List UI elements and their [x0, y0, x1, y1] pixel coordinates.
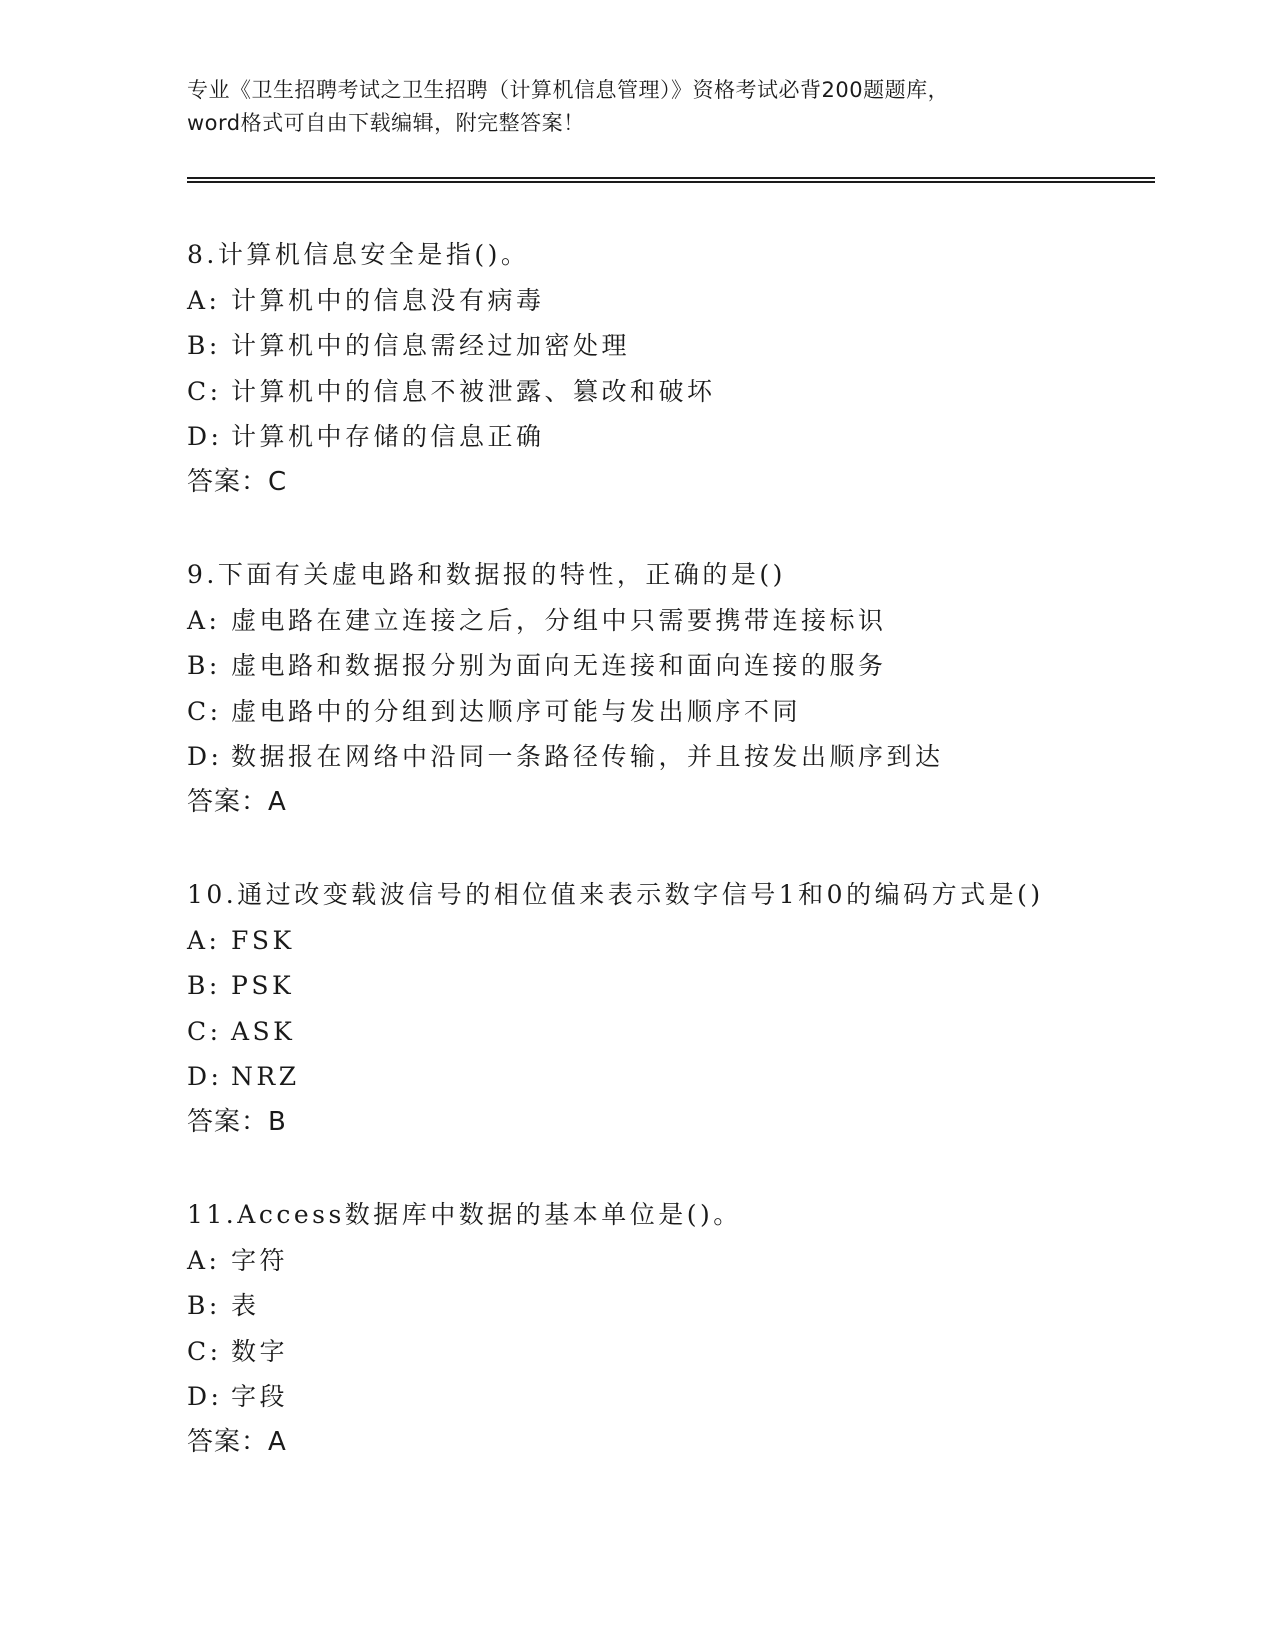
option-key: C:	[187, 1336, 222, 1366]
option-d	[187, 1374, 1155, 1420]
option-d	[187, 1054, 1155, 1100]
option-key: B:	[187, 331, 221, 360]
option-text: FSK	[231, 925, 295, 955]
option-text: 字段	[231, 1382, 289, 1411]
option-key: A:	[187, 925, 221, 955]
option-text: 表	[231, 1291, 260, 1320]
option-text: 虚电路中的分组到达顺序可能与发出顺序不同	[231, 696, 802, 726]
option-key: D:	[187, 1062, 223, 1091]
option-d	[187, 734, 1155, 780]
option-key: A:	[187, 605, 221, 635]
option-text: 计算机中的信息不被泄露、篡改和破坏	[231, 376, 716, 406]
answer: 答案：B	[187, 1106, 287, 1137]
option-key: D:	[187, 742, 223, 771]
option-key: A:	[187, 285, 221, 315]
option-text: NRZ	[231, 1062, 300, 1091]
question-stem: 10.通过改变载波信号的相位值来表示数字信号1和0的编码方式是()	[187, 880, 1044, 909]
question-8	[187, 232, 1155, 505]
header-title-line-1: 专业《卫生招聘考试之卫生招聘（计算机信息管理）》资格考试必背200题题库，	[187, 78, 950, 102]
option-text: 虚电路在建立连接之后，分组中只需要携带连接标识	[231, 605, 887, 635]
option-key: D:	[187, 1382, 223, 1411]
option-c	[187, 1329, 1155, 1375]
question-stem: 9.下面有关虚电路和数据报的特性，正确的是()	[187, 560, 786, 589]
option-text: 计算机中的信息没有病毒	[231, 285, 545, 315]
option-key: C:	[187, 1016, 222, 1046]
option-b	[187, 643, 1155, 689]
option-c	[187, 1009, 1155, 1055]
option-a	[187, 1238, 1155, 1284]
question-stem: 8.计算机信息安全是指()。	[187, 240, 530, 269]
option-b	[187, 323, 1155, 369]
option-key: D:	[187, 422, 223, 451]
option-key: B:	[187, 1291, 221, 1320]
option-a	[187, 278, 1155, 324]
option-a	[187, 918, 1155, 964]
page-header	[187, 74, 1087, 140]
option-text: 计算机中的信息需经过加密处理	[231, 331, 631, 360]
header-divider	[187, 177, 1155, 183]
option-text: 虚电路和数据报分别为面向无连接和面向连接的服务	[231, 651, 887, 680]
option-c	[187, 689, 1155, 735]
header-title-line-2: word格式可自由下载编辑，附完整答案！	[187, 111, 585, 135]
option-text: 数据报在网络中沿同一条路径传输，并且按发出顺序到达	[231, 742, 944, 771]
option-c	[187, 369, 1155, 415]
answer: 答案：C	[187, 466, 288, 497]
question-9	[187, 552, 1155, 825]
answer: 答案：A	[187, 1426, 287, 1457]
question-list	[187, 232, 1155, 1512]
question-stem: 11.Access数据库中数据的基本单位是()。	[187, 1200, 742, 1229]
option-d	[187, 414, 1155, 460]
option-key: A:	[187, 1245, 221, 1275]
option-text: 字符	[231, 1245, 289, 1275]
option-key: B:	[187, 651, 221, 680]
option-key: C:	[187, 376, 222, 406]
option-b	[187, 1283, 1155, 1329]
option-text: 计算机中存储的信息正确	[231, 422, 545, 451]
option-a	[187, 598, 1155, 644]
answer: 答案：A	[187, 786, 287, 817]
option-text: PSK	[231, 971, 295, 1000]
option-b	[187, 963, 1155, 1009]
option-key: B:	[187, 971, 221, 1000]
option-key: C:	[187, 696, 222, 726]
question-11	[187, 1192, 1155, 1465]
option-text: ASK	[231, 1016, 296, 1046]
option-text: 数字	[231, 1336, 289, 1366]
question-10	[187, 872, 1155, 1145]
